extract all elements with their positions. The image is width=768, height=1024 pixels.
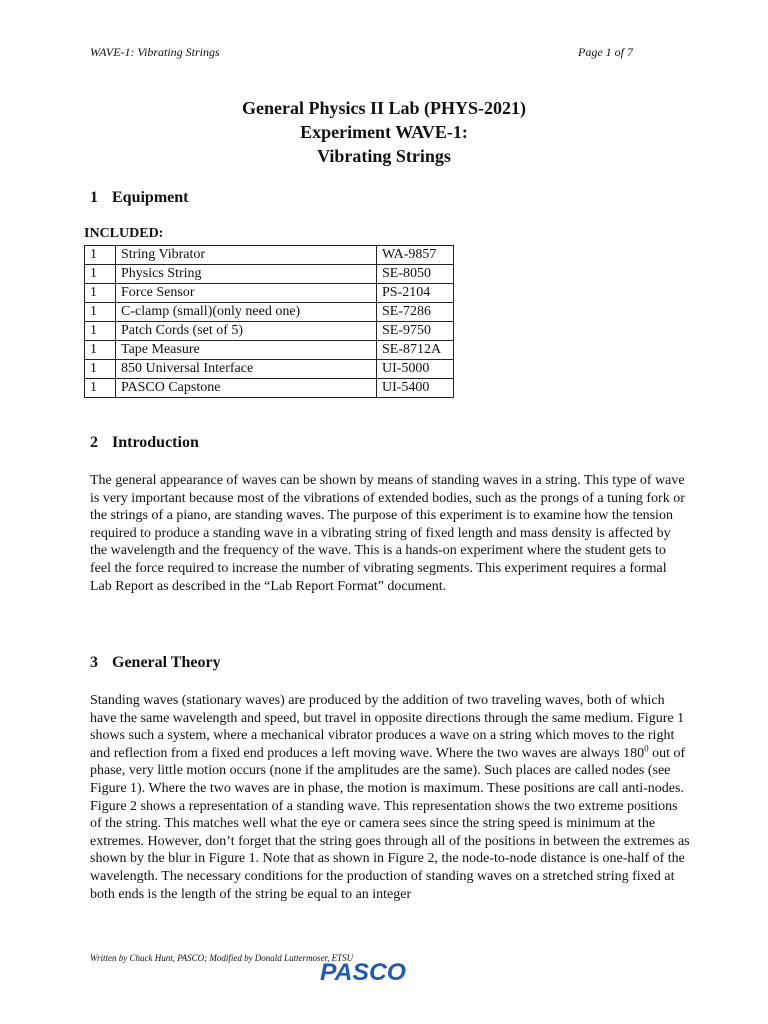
theory-text-part-1: Standing waves (stationary waves) are produced by the addition of two traveling waves, both of which have the same wavelength and speed, but travel in opposite directions through the same medium. Figure 1 shows such a system, where a mechanical vibrator produces a wave on a string which moves to the right and reflection from a fixed end produces a left moving wave. Where the two waves are always 180 bbox=[90, 693, 685, 761]
part-number-cell: SE-8050 bbox=[377, 265, 454, 284]
header-document-title: WAVE-1: Vibrating Strings bbox=[90, 45, 220, 59]
quantity-cell: 1 bbox=[85, 322, 116, 341]
part-number-cell: PS-2104 bbox=[377, 284, 454, 303]
section-number: 2 bbox=[90, 434, 98, 451]
table-row bbox=[85, 303, 454, 322]
quantity-cell: 1 bbox=[85, 246, 116, 265]
part-number-cell: SE-7286 bbox=[377, 303, 454, 322]
table-row bbox=[85, 246, 454, 265]
quantity-cell: 1 bbox=[85, 303, 116, 322]
title-course: General Physics II Lab (PHYS-2021) bbox=[241, 98, 526, 118]
table-row bbox=[85, 360, 454, 379]
section-heading-theory bbox=[90, 654, 221, 672]
item-cell: Physics String bbox=[116, 265, 377, 284]
part-number-cell: WA-9857 bbox=[377, 246, 454, 265]
section-heading-equipment bbox=[90, 189, 188, 207]
table-row bbox=[85, 379, 454, 398]
theory-paragraph bbox=[90, 692, 690, 903]
quantity-cell: 1 bbox=[85, 341, 116, 360]
title-subject: Vibrating Strings bbox=[317, 146, 451, 166]
theory-text-part-2: out of phase, very little motion occurs (none if the amplitudes are the same). Such places are called nodes (see Figure 1). Where the two waves are in phase, the motion is maximum. These positions are call anti-nodes. Figure 2 shows a representation of a standing wave. This representation shows the two extreme positions of the string. This matches well what the eye or camera sees since the string speed is minimum at the extremes. However, don’t forget that the string goes through all of the positions in between the extremes as shown by the blur in Figure 1. Note that as shown in Figure 2, the node-to-node distance is one-half of the wavelength. The necessary conditions for the production of standing waves on a stretched string fixed at both ends is the length of the string be equal to an integer bbox=[90, 745, 690, 902]
part-number-cell: SE-8712A bbox=[377, 341, 454, 360]
introduction-paragraph: The general appearance of waves can be shown by means of standing waves in a string. This type of wave is very important because most of the vibrations of extended bodies, such as the prongs of a tuning fork or the strings of a piano, are standing waves. The purpose of this experiment is to examine how the tension required to produce a standing wave in a vibrating string of fixed length and mass density is affected by the wavelength and the frequency of the wave. This is a hands-on experiment where the student gets to feel the force required to increase the number of vibrating segments. This experiment requires a formal Lab Report as described in the “Lab Report Format” document. bbox=[90, 473, 685, 594]
part-number-cell: UI-5400 bbox=[377, 379, 454, 398]
table-row bbox=[85, 265, 454, 284]
equipment-table bbox=[84, 245, 454, 398]
table-row bbox=[85, 322, 454, 341]
quantity-cell: 1 bbox=[85, 265, 116, 284]
item-cell: 850 Universal Interface bbox=[116, 360, 377, 379]
item-cell: Tape Measure bbox=[116, 341, 377, 360]
footer-credit: Written by Chuck Hunt, PASCO; Modified by Donald Luttermoser, ETSU bbox=[90, 953, 354, 963]
part-number-cell: UI-5000 bbox=[377, 360, 454, 379]
section-number: 3 bbox=[90, 654, 98, 671]
quantity-cell: 1 bbox=[85, 360, 116, 379]
item-cell: Force Sensor bbox=[116, 284, 377, 303]
part-number-cell: SE-9750 bbox=[377, 322, 454, 341]
item-cell: PASCO Capstone bbox=[116, 379, 377, 398]
quantity-cell: 1 bbox=[85, 284, 116, 303]
document-title bbox=[0, 96, 768, 168]
section-title: Equipment bbox=[112, 189, 189, 206]
header-page-number: Page 1 of 7 bbox=[578, 45, 633, 59]
item-cell: String Vibrator bbox=[116, 246, 377, 265]
running-header bbox=[90, 45, 633, 60]
section-title: Introduction bbox=[112, 434, 199, 451]
title-experiment: Experiment WAVE-1: bbox=[300, 122, 468, 142]
section-number: 1 bbox=[90, 189, 98, 206]
quantity-cell: 1 bbox=[85, 379, 116, 398]
section-heading-introduction bbox=[90, 434, 199, 452]
item-cell: C-clamp (small)(only need one) bbox=[116, 303, 377, 322]
table-row bbox=[85, 341, 454, 360]
included-label: INCLUDED: bbox=[84, 226, 164, 241]
table-row bbox=[85, 284, 454, 303]
section-title: General Theory bbox=[112, 654, 221, 671]
degree-superscript: 0 bbox=[644, 743, 649, 754]
pasco-logo bbox=[318, 958, 408, 984]
item-cell: Patch Cords (set of 5) bbox=[116, 322, 377, 341]
pasco-logo-text: PASCO bbox=[320, 959, 407, 984]
